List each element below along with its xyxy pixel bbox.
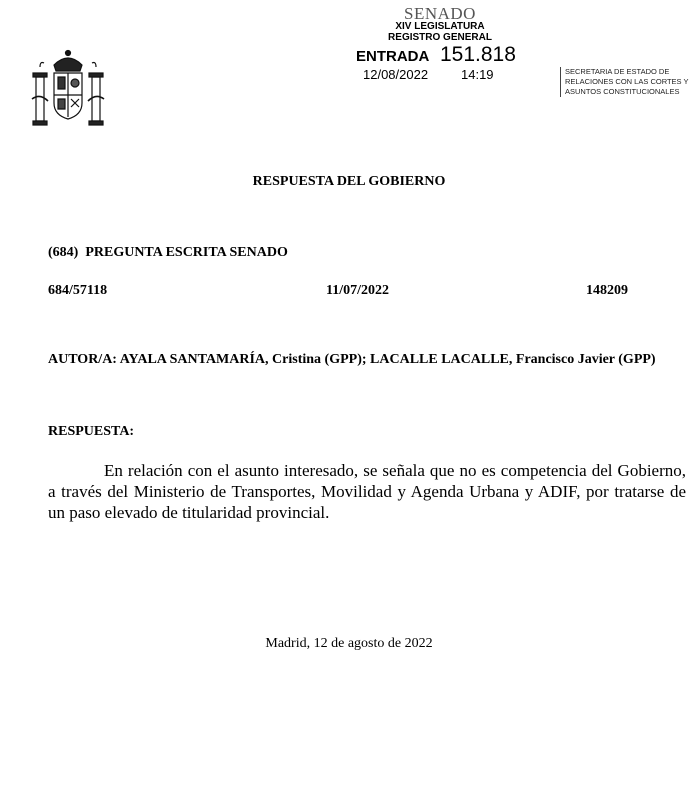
reference-id: 148209	[586, 283, 628, 298]
response-label: RESPUESTA:	[48, 424, 135, 439]
stamp-senado: SENADO	[404, 4, 476, 23]
stamp-registro: REGISTRO GENERAL	[388, 32, 492, 43]
signoff: Madrid, 12 de agosto de 2022	[265, 636, 433, 651]
reference-date: 11/07/2022	[326, 283, 390, 298]
stamp-legislatura: XIV LEGISLATURA	[395, 21, 485, 32]
reference-number: 684/57118	[48, 283, 108, 298]
response-text	[48, 460, 686, 523]
department-line: SECRETARIA DE ESTADO DE	[565, 67, 670, 76]
document-title: RESPUESTA DEL GOBIERNO	[252, 174, 446, 189]
response-body: En relación con el asunto interesado, se señala que no es competencia del Gobierno, a través del Ministerio de Transportes, Movilidad y Agenda Urbana y ADIF, por tratarse de un paso elevado de titularidad provincial.	[48, 461, 686, 522]
stamp-date: 12/08/2022	[363, 67, 429, 82]
department-line: ASUNTOS CONSTITUCIONALES	[565, 87, 680, 96]
author-line: AUTOR/A: AYALA SANTAMARÍA, Cristina (GPP); LACALLE LACALLE, Francisco Javier (GPP)	[48, 352, 656, 367]
stamp-entrada-label: ENTRADA	[356, 48, 430, 65]
department-block	[560, 67, 697, 97]
stamp-entrada-number: 151.818	[440, 43, 516, 66]
stamp-time: 14:19	[461, 67, 494, 82]
question-header: (684) PREGUNTA ESCRITA SENADO	[48, 245, 288, 260]
department-line: RELACIONES CON LAS CORTES Y	[565, 77, 689, 86]
coat-of-arms-icon	[30, 47, 106, 137]
